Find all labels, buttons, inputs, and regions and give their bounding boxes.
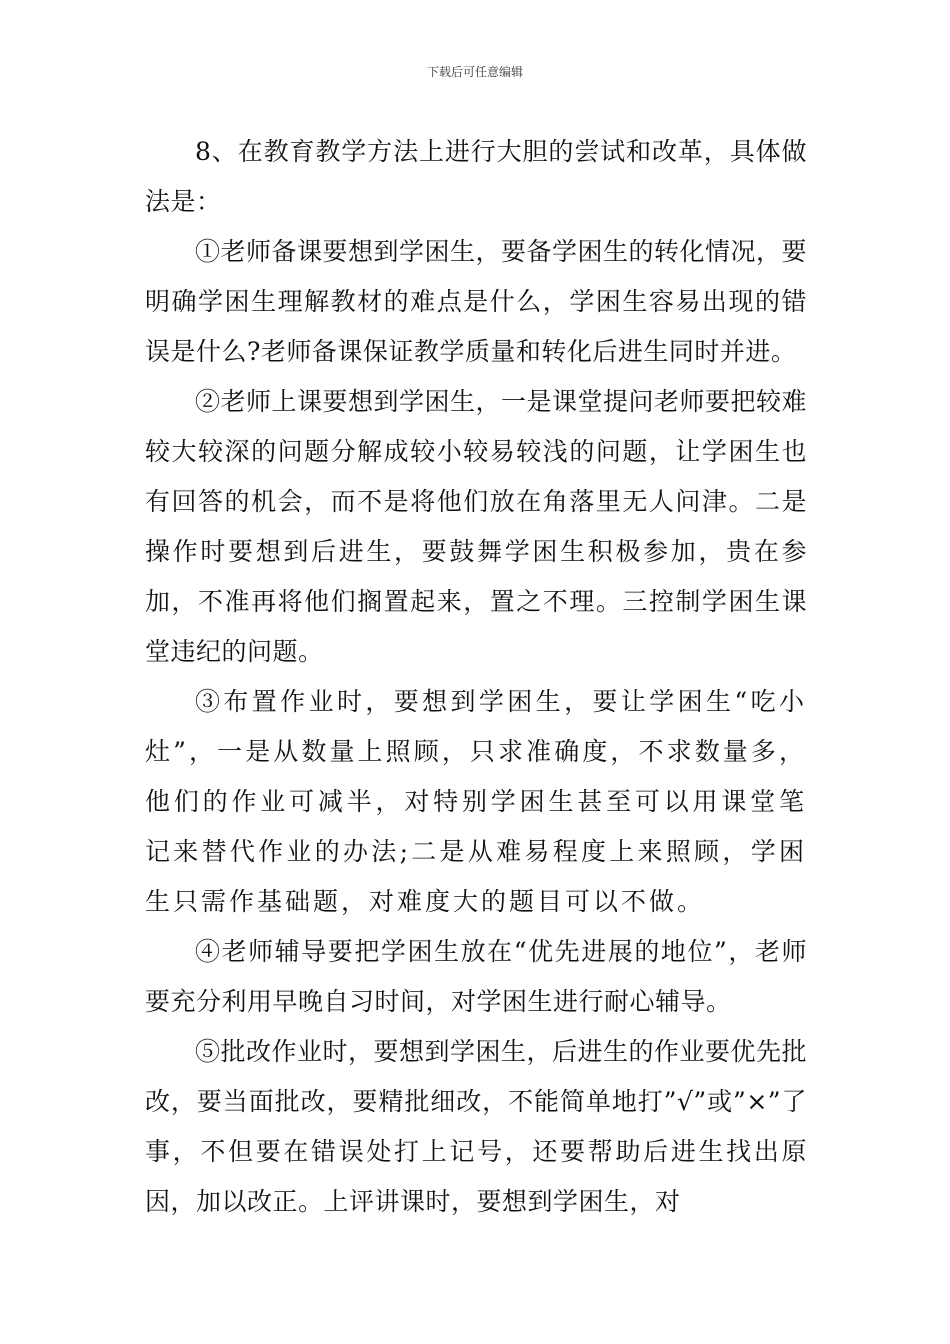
paragraph-homework: ③布置作业时，要想到学困生，要让学困生“吃小灶”，一是从数量上照顾，只求准确度，不求数量多，他们的作业可减半，对特别学困生甚至可以用课堂笔记来替代作业的办法;二是从难易程度上来照顾，学困生只需作基础题，对难度大的题目可以不做。 bbox=[145, 687, 807, 916]
paragraph-lesson-prep: ①老师备课要想到学困生，要备学困生的转化情况，要明确学困生理解教材的难点是什么，学困生容易出现的错误是什么?老师备课保证教学质量和转化后进生同时并进。 bbox=[145, 237, 808, 366]
paragraph-grading: ⑤批改作业时，要想到学困生，后进生的作业要优先批改，要当面批改，要精批细改，不能简单地打”√”或”×”了事，不但要在错误处打上记号，还要帮助后进生找出原因，加以改正。上评讲课时，要想到学困生，对 bbox=[145, 1037, 808, 1216]
paragraph-tutoring: ④老师辅导要把学困生放在“优先进展的地位”，老师要充分利用早晚自习时间，对学困生进行耐心辅导。 bbox=[145, 937, 807, 1016]
paragraph-method-intro: 8、在教育教学方法上进行大胆的尝试和改革，具体做法是： bbox=[145, 137, 807, 216]
paragraph-classroom: ②老师上课要想到学困生，一是课堂提问老师要把较难较大较深的问题分解成较小较易较浅的问题，让学困生也有回答的机会，而不是将他们放在角落里无人问津。二是操作时要想到后进生，要鼓舞学困生积极参加，贵在参加，不准再将他们搁置起来，置之不理。三控制学困生课堂违纪的问题。 bbox=[145, 387, 808, 666]
document-body bbox=[145, 127, 807, 1227]
page-header-note: 下载后可任意编辑 bbox=[426, 65, 523, 79]
